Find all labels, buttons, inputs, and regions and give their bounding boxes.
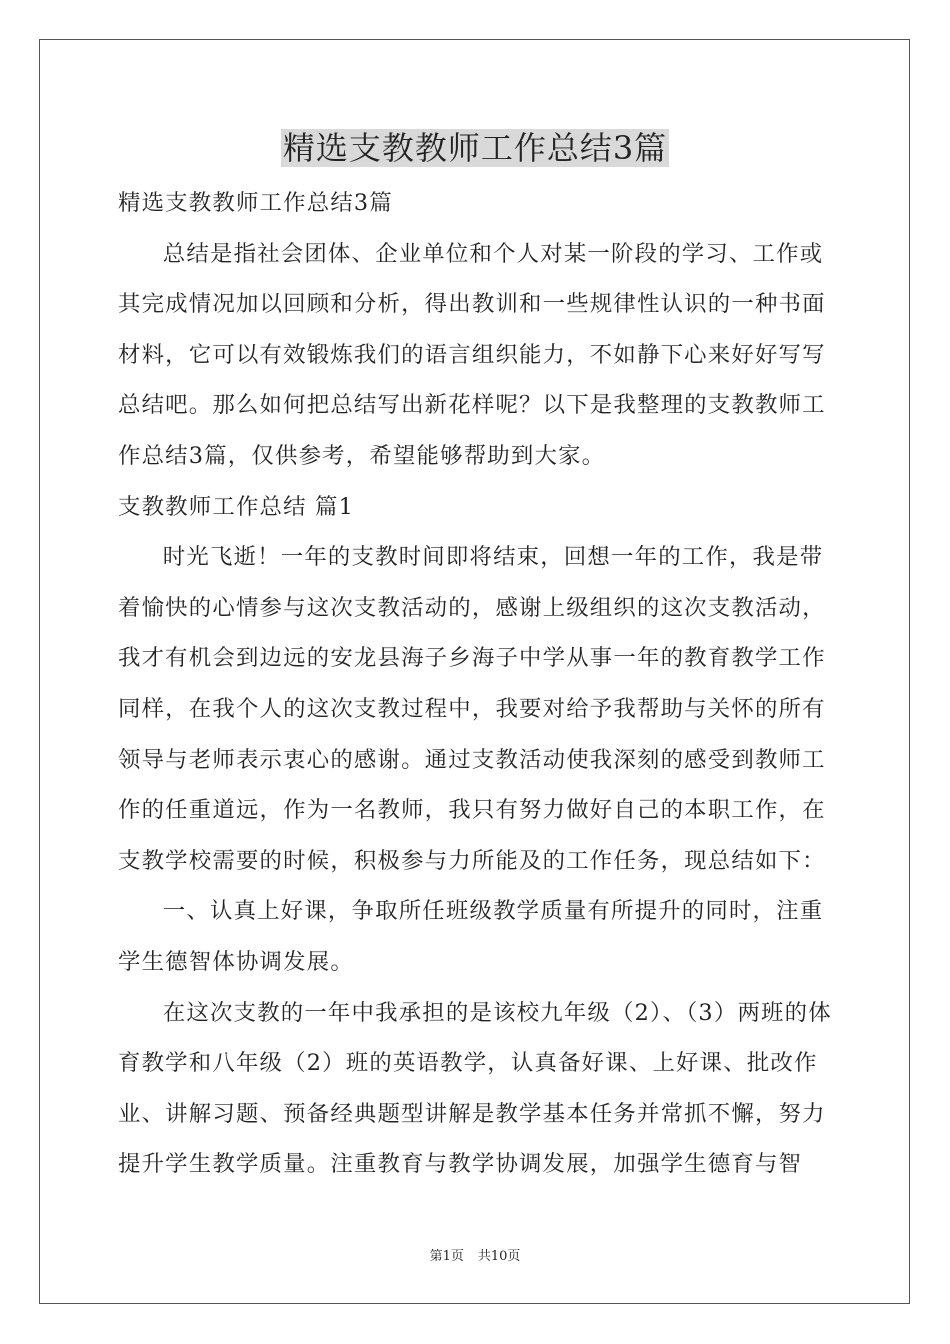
subtitle-paragraph: 精选支教教师工作总结3篇 [118, 190, 393, 216]
total-pages: 共10页 [477, 1249, 521, 1264]
body-paragraph: 时光飞逝！一年的支教时间即将结束，回想一年的工作，我是带着愉快的心情参与这次支教活动的，感谢上级组织的这次支教活动，我才有机会到边远的安龙县海子乡海子中学从事一年的教育教学工作同样，在我个人的这次支教过程中，我要对给予我帮助与关怀的所有领导与老师表示衷心的感谢。通过支教活动使我深刻的感受到教师工作的任重道远，作为一名教师，我只有努力做好自己的本职工作，在支教学校需要的时候，积极参与力所能及的工作任务，现总结如下： [118, 544, 826, 874]
section-heading: 支教教师工作总结 篇1 [118, 493, 355, 520]
body-paragraph: 在这次支教的一年中我承担的是该校九年级（2）、（3）两班的体育教学和八年级（2）班的英语教学，认真备好课、上好课、批改作业、讲解习题、预备经典题型讲解是教学基本任务并常抓不懈，努力提升学生教学质量。注重教育与教学协调发展，加强学生德育与智 [118, 999, 832, 1178]
page-number: 第1页 [429, 1249, 464, 1264]
document-title-text: 精选支教教师工作总结3篇 [282, 129, 668, 167]
intro-paragraph: 总结是指社会团体、企业单位和个人对某一阶段的学习、工作或其完成情况加以回顾和分析，得出教训和一些规律性认识的一种书面材料，它可以有效锻炼我们的语言组织能力，不如静下心来好好写写总结吧。那么如何把总结写出新花样呢？以下是我整理的支教教师工作总结3篇，仅供参考，希望能够帮助到大家。 [118, 240, 826, 469]
body-paragraph: 一、认真上好课，争取所任班级教学质量有所提升的同时，注重学生德智体协调发展。 [118, 898, 824, 975]
document-title [0, 126, 950, 170]
document-body [118, 178, 834, 1190]
page-footer [0, 1249, 950, 1265]
